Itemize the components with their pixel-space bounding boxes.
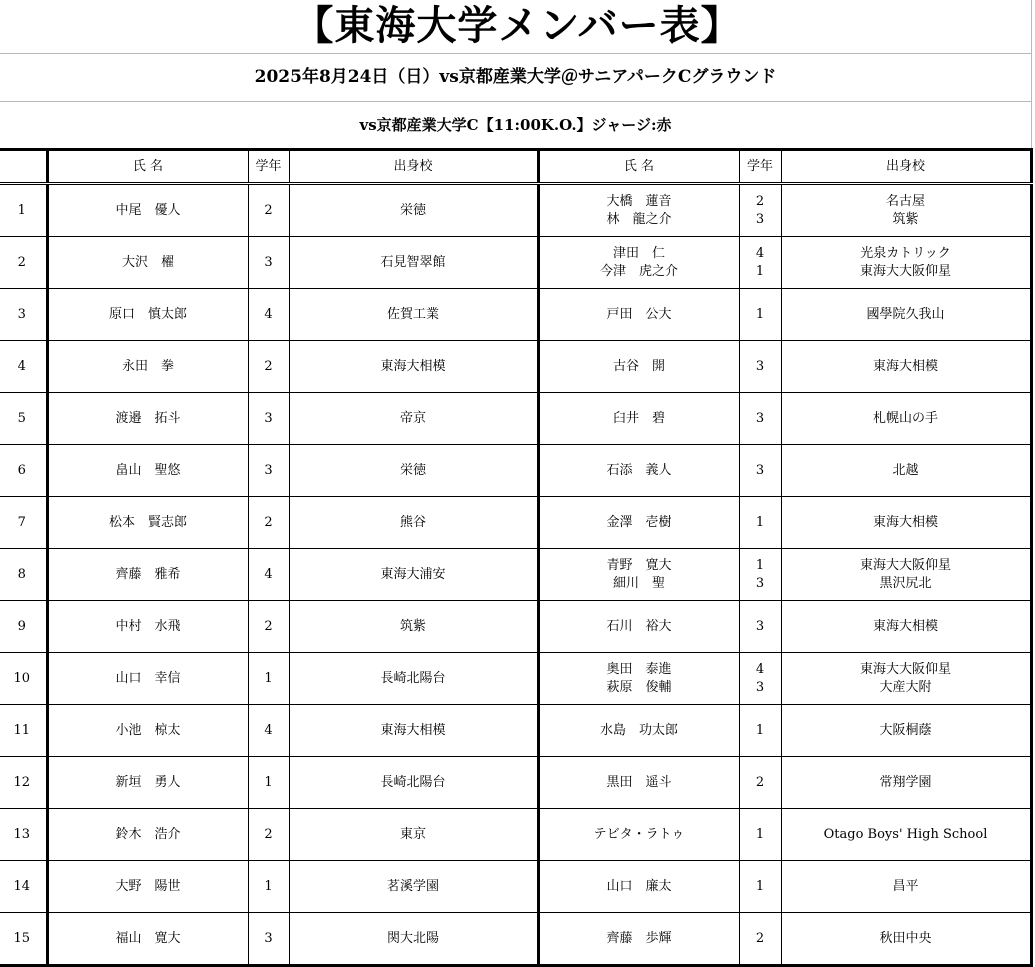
sub-player-grade [739,497,781,549]
player-grade: 3 [248,445,289,497]
sub-player-grade-line: 1 [755,263,765,279]
sub-player-school [781,861,1031,913]
player-name: 大野 陽世 [47,861,248,913]
sub-player-grade [739,809,781,861]
player-name: 福山 寛大 [47,913,248,966]
player-name: 原口 慎太郎 [47,289,248,341]
sub-player-name-line: 林 龍之介 [606,211,672,227]
player-school: 栄徳 [289,445,538,497]
table-row [0,393,1031,445]
table-row [0,809,1031,861]
player-grade: 3 [248,913,289,966]
sub-player-school [781,601,1031,653]
sub-player-name [538,237,739,289]
row-number: 5 [0,393,47,445]
header-number [0,150,47,184]
sub-player-grade-line: 3 [755,462,765,478]
table-row [0,757,1031,809]
player-name: 畠山 聖悠 [47,445,248,497]
player-grade: 4 [248,289,289,341]
player-grade: 1 [248,653,289,705]
sub-player-grade-line: 2 [755,930,765,946]
sub-player-name-line: 石添 義人 [606,462,672,478]
sub-player-name [538,913,739,966]
sub-player-school [781,289,1031,341]
sub-player-school [781,913,1031,966]
sub-player-school-line: 東海大相模 [872,618,938,634]
sub-player-grade-line: 1 [755,722,765,738]
sub-player-school [781,445,1031,497]
table-row [0,237,1031,289]
sub-player-school-line: 東海大大阪仰星 [859,557,951,573]
sub-player-name-line: 臼井 碧 [612,410,665,426]
sub-player-school-line: 札幌山の手 [872,410,938,426]
table-row [0,341,1031,393]
table-row [0,549,1031,601]
sub-player-school-line: 昌平 [892,878,919,894]
sub-player-name [538,445,739,497]
sub-player-school-line: 黒沢尻北 [879,575,932,591]
sub-player-grade [739,289,781,341]
table-row [0,184,1031,237]
player-grade: 2 [248,601,289,653]
sub-player-school-line: 名古屋 [885,193,925,209]
table-row [0,913,1031,966]
player-grade: 1 [248,861,289,913]
player-school: 長崎北陽台 [289,757,538,809]
sub-player-name-line: 津田 仁 [612,245,665,261]
player-school: 栄徳 [289,184,538,237]
player-name: 永田 拳 [47,341,248,393]
sub-player-school-line: 東海大大阪仰星 [859,263,951,279]
sub-player-grade [739,913,781,966]
sub-player-school-line: 大阪桐蔭 [879,722,932,738]
sub-player-school-line: Otago Boys' High School [823,826,988,842]
sub-player-grade-line: 1 [755,826,765,842]
sub-player-school-line: 大産大附 [879,679,932,695]
sub-player-name [538,653,739,705]
player-school: 帝京 [289,393,538,445]
table-row [0,497,1031,549]
player-school: 東海大浦安 [289,549,538,601]
match-date-venue: 2025年8月24日（日）vs京都産業大学＠サニアパークCグラウンド [254,67,777,87]
sub-player-name-line: 大橋 蓮音 [606,193,672,209]
table-row [0,705,1031,757]
sub-player-name-line: 戸田 公大 [606,306,672,322]
player-school: 筑紫 [289,601,538,653]
player-name: 小池 椋太 [47,705,248,757]
player-grade: 2 [248,341,289,393]
sub-player-school [781,809,1031,861]
sub-player-name-line: テビタ・ラトゥ [593,826,685,842]
table-row [0,445,1031,497]
sub-player-name [538,497,739,549]
sub-player-school [781,237,1031,289]
header-grade: 学年 [248,150,289,184]
sub-player-name-line: 黒田 遥斗 [606,774,672,790]
match-info: vs京都産業大学C【11:00K.O.】ジャージ:赤 [359,116,672,134]
sub-player-name-line: 金澤 壱樹 [606,514,672,530]
sub-player-grade [739,393,781,445]
player-name: 中村 水飛 [47,601,248,653]
sub-player-grade-line: 4 [755,661,765,677]
sub-player-grade [739,757,781,809]
sub-player-name-line: 水島 功太郎 [599,722,678,738]
sub-player-name [538,289,739,341]
player-name: 中尾 優人 [47,184,248,237]
sub-player-school-line: 秋田中央 [879,930,932,946]
sub-player-grade-line: 3 [755,410,765,426]
player-grade: 1 [248,757,289,809]
divider [1031,0,1032,148]
sub-player-school [781,653,1031,705]
sub-player-school [781,341,1031,393]
sub-player-grade-line: 3 [755,679,765,695]
row-number: 11 [0,705,47,757]
sub-player-name [538,601,739,653]
player-name: 山口 幸信 [47,653,248,705]
sub-player-grade-line: 3 [755,211,765,227]
table-row [0,861,1031,913]
player-school: 東海大相模 [289,705,538,757]
sub-player-name [538,861,739,913]
sub-player-name [538,341,739,393]
header-sub-name: 氏 名 [538,150,739,184]
sub-player-grade-line: 3 [755,618,765,634]
table-header-row [0,150,1031,184]
row-number: 6 [0,445,47,497]
sub-player-grade-line: 3 [755,358,765,374]
row-number: 2 [0,237,47,289]
player-grade: 4 [248,705,289,757]
sub-player-grade-line: 2 [755,774,765,790]
player-school: 東京 [289,809,538,861]
sub-player-school [781,549,1031,601]
sub-player-grade-line: 1 [755,306,765,322]
sub-player-grade-line: 1 [755,557,765,573]
table-row [0,653,1031,705]
sub-player-grade-line: 1 [755,514,765,530]
sub-player-school-line: 東海大相模 [872,514,938,530]
member-table [0,148,1033,967]
player-grade: 3 [248,237,289,289]
player-grade: 2 [248,184,289,237]
sub-player-grade [739,601,781,653]
sub-player-name-line: 山口 廉太 [606,878,672,894]
sub-player-name-line: 青野 寛大 [606,557,672,573]
player-school: 茗溪学園 [289,861,538,913]
header-sub-grade: 学年 [739,150,781,184]
sub-player-grade [739,705,781,757]
row-number: 9 [0,601,47,653]
player-name: 松本 賢志郎 [47,497,248,549]
sub-player-school-line: 常翔学園 [879,774,932,790]
sub-player-name-line: 今津 虎之介 [599,263,678,279]
sub-player-name [538,184,739,237]
sub-player-school [781,497,1031,549]
sub-player-name [538,809,739,861]
player-school: 佐賀工業 [289,289,538,341]
table-row [0,289,1031,341]
row-number: 7 [0,497,47,549]
player-name: 鈴木 浩介 [47,809,248,861]
player-name: 大沢 櫂 [47,237,248,289]
player-name: 齊藤 雅希 [47,549,248,601]
sub-player-name [538,549,739,601]
sub-player-name-line: 細川 聖 [612,575,665,591]
player-grade: 2 [248,809,289,861]
player-grade: 3 [248,393,289,445]
sub-player-grade-line: 3 [755,575,765,591]
sub-player-name-line: 奥田 泰進 [606,661,672,677]
row-number: 4 [0,341,47,393]
player-school: 熊谷 [289,497,538,549]
sub-player-grade [739,184,781,237]
player-school: 関大北陽 [289,913,538,966]
sub-player-school [781,184,1031,237]
player-school: 東海大相模 [289,341,538,393]
sub-player-school-line: 東海大相模 [872,358,938,374]
sub-player-name [538,393,739,445]
sub-player-school [781,757,1031,809]
player-grade: 2 [248,497,289,549]
sub-player-name [538,705,739,757]
row-number: 15 [0,913,47,966]
sub-player-grade [739,861,781,913]
row-number: 13 [0,809,47,861]
sub-player-school-line: 光泉カトリック [860,245,951,261]
row-number: 3 [0,289,47,341]
sub-player-name-line: 萩原 俊輔 [606,679,672,695]
sub-player-grade [739,341,781,393]
sub-player-grade [739,653,781,705]
sub-player-school-line: 國學院久我山 [866,306,945,322]
header-sub-school: 出身校 [781,150,1031,184]
header-school: 出身校 [289,150,538,184]
sub-player-grade-line: 1 [755,878,765,894]
row-number: 14 [0,861,47,913]
sub-player-school-line: 東海大大阪仰星 [859,661,951,677]
sub-player-grade [739,237,781,289]
sub-player-grade-line: 2 [755,193,765,209]
sub-player-school-line: 北越 [892,462,919,478]
sub-player-name-line: 古谷 開 [612,358,665,374]
player-grade: 4 [248,549,289,601]
player-school: 長崎北陽台 [289,653,538,705]
sub-player-school [781,705,1031,757]
table-row [0,601,1031,653]
row-number: 8 [0,549,47,601]
sub-player-grade [739,445,781,497]
sub-player-name-line: 齊藤 歩輝 [606,930,672,946]
sub-player-grade-line: 4 [755,245,765,261]
header-name: 氏 名 [47,150,248,184]
player-name: 新垣 勇人 [47,757,248,809]
sub-player-grade [739,549,781,601]
row-number: 10 [0,653,47,705]
sub-player-name [538,757,739,809]
sub-player-name-line: 石川 裕大 [606,618,672,634]
player-school: 石見智翠館 [289,237,538,289]
player-name: 渡邉 拓斗 [47,393,248,445]
row-number: 1 [0,184,47,237]
page-title: 【東海大学メンバー表】 [293,2,742,49]
sub-player-school [781,393,1031,445]
sub-player-school-line: 筑紫 [892,211,919,227]
row-number: 12 [0,757,47,809]
